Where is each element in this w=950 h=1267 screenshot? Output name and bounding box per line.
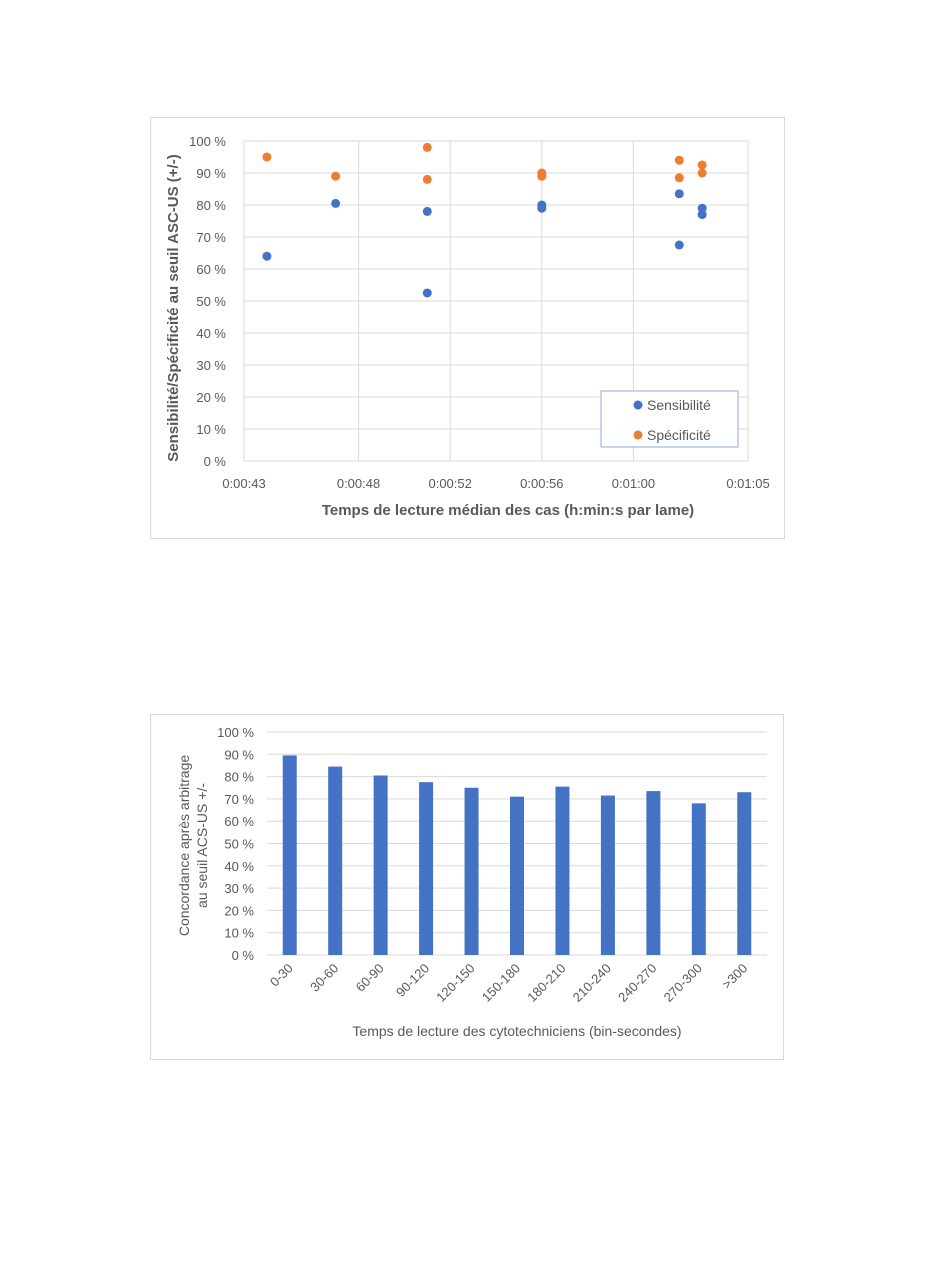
y-tick-label: 100 % (217, 725, 254, 740)
x-tick-label: 30-60 (307, 960, 342, 995)
data-point-specificite (423, 175, 432, 184)
y-tick-label: 90 % (224, 747, 254, 763)
bar-chart (151, 715, 785, 1061)
y-tick-label: 60 % (196, 262, 226, 277)
data-point-specificite (423, 143, 432, 152)
x-tick-label: 90-120 (392, 960, 433, 1000)
y-tick-label: 10 % (196, 422, 226, 437)
legend-marker (634, 431, 643, 440)
scatter-chart-frame (150, 117, 785, 539)
x-tick-label: 0:00:43 (222, 476, 266, 491)
data-point-specificite (698, 169, 707, 178)
scatter-chart (151, 118, 786, 540)
x-tick-label: 60-90 (352, 960, 387, 995)
x-tick-label: 270-300 (660, 960, 705, 1005)
x-tick-label: 0:01:00 (611, 476, 656, 491)
y-axis-title-line: Concordance après arbitrage (176, 754, 192, 937)
bar (419, 782, 433, 955)
y-tick-label: 40 % (196, 326, 226, 341)
data-point-sensibilite (675, 189, 684, 198)
y-tick-label: 0 % (203, 454, 226, 469)
y-axis-title: Sensibilité/Spécificité au seuil ASC-US (+/-) (165, 154, 182, 462)
y-axis-title (176, 755, 210, 937)
bar (737, 792, 751, 955)
data-point-specificite (698, 161, 707, 170)
y-axis-title-line: au seuil ACS-US +/- (194, 783, 210, 908)
bar (555, 787, 569, 955)
bar (374, 775, 388, 955)
y-tick-label: 30 % (196, 358, 226, 373)
y-tick-label: 0 % (231, 948, 254, 963)
y-tick-label: 70 % (224, 791, 254, 807)
x-tick-label: 210-240 (569, 960, 615, 1005)
bar (692, 803, 706, 955)
x-axis-title: Temps de lecture médian des cas (h:min:s par lame) (321, 502, 695, 519)
bar (601, 796, 615, 955)
data-point-sensibilite (423, 289, 432, 298)
data-point-sensibilite (423, 207, 432, 216)
data-point-sensibilite (698, 210, 707, 219)
x-tick-label: 0:01:05 (726, 476, 770, 491)
data-point-sensibilite (331, 199, 340, 208)
data-point-specificite (675, 156, 684, 165)
y-tick-label: 60 % (224, 814, 254, 830)
bar (283, 755, 297, 955)
y-tick-label: 40 % (224, 858, 254, 874)
x-tick-label: >300 (719, 960, 751, 992)
x-tick-label: 120-150 (433, 960, 478, 1005)
x-tick-label: 0-30 (266, 960, 296, 990)
data-point-specificite (262, 153, 271, 162)
y-tick-label: 90 % (196, 166, 226, 181)
x-axis-title: Temps de lecture des cytotechniciens (bin-secondes) (352, 1023, 682, 1039)
y-tick-label: 20 % (224, 903, 254, 919)
bar (465, 788, 479, 955)
y-tick-label: 50 % (196, 294, 226, 309)
y-tick-label: 50 % (224, 836, 254, 852)
bar (646, 791, 660, 955)
data-point-sensibilite (537, 204, 546, 213)
x-tick-label: 240-270 (615, 960, 660, 1005)
bar-chart-frame (150, 714, 784, 1060)
x-tick-label: 0:00:48 (336, 476, 381, 491)
x-tick-label: 0:00:52 (428, 476, 472, 491)
data-point-specificite (331, 172, 340, 181)
x-tick-label: 180-210 (524, 960, 569, 1005)
data-point-sensibilite (262, 252, 271, 261)
bar (510, 797, 524, 955)
data-point-specificite (675, 173, 684, 182)
y-tick-label: 70 % (196, 230, 226, 245)
legend-label: Spécificité (647, 427, 711, 443)
legend-label: Sensibilité (647, 397, 711, 413)
y-tick-label: 80 % (196, 198, 226, 213)
y-tick-label: 30 % (224, 881, 254, 897)
x-tick-label: 0:00:56 (520, 476, 564, 491)
x-tick-label: 150-180 (478, 960, 524, 1005)
bar (328, 767, 342, 955)
y-tick-label: 100 % (189, 134, 226, 149)
data-point-sensibilite (675, 241, 684, 250)
y-tick-label: 80 % (224, 769, 254, 785)
y-tick-label: 10 % (224, 925, 254, 941)
legend-marker (634, 401, 643, 410)
legend (601, 391, 738, 447)
y-tick-label: 20 % (196, 390, 226, 405)
data-point-specificite (537, 172, 546, 181)
